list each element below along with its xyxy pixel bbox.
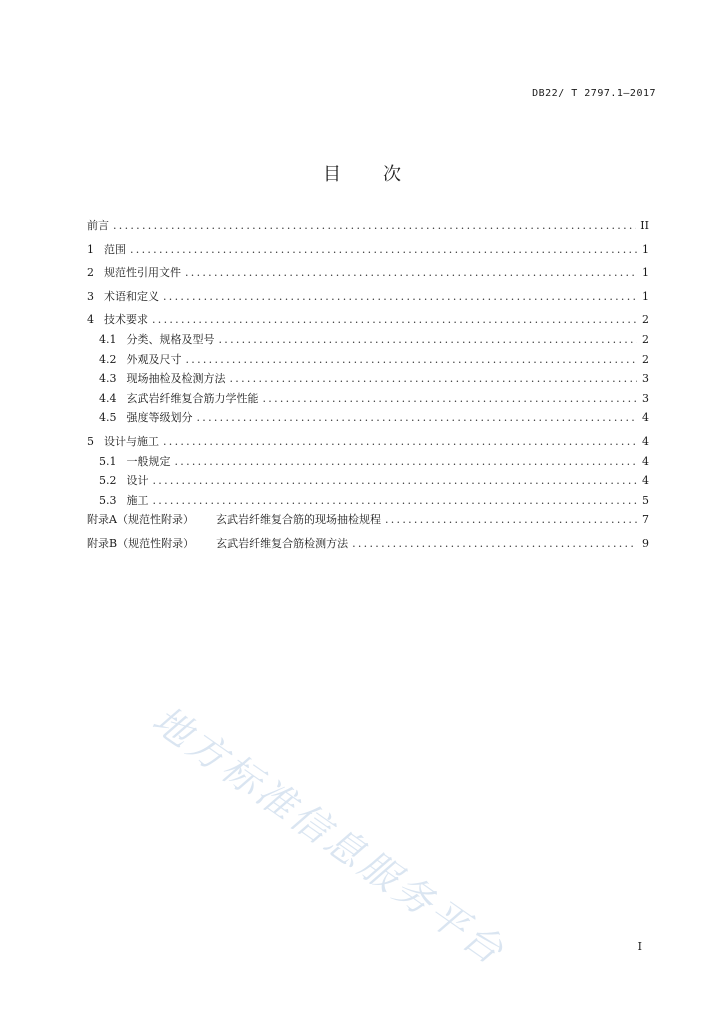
toc-page: 4: [642, 434, 649, 448]
toc-entry-4-3[interactable]: [87, 370, 649, 390]
doc-code: DB22/ T 2797.1—2017: [532, 88, 656, 99]
toc-entry-1[interactable]: [87, 241, 649, 261]
toc-entry-2[interactable]: [87, 264, 649, 284]
toc-label: 玄武岩纤维复合筋力学性能: [126, 391, 259, 405]
toc-leader: [197, 411, 638, 424]
toc-entry-4-4[interactable]: [87, 390, 649, 410]
toc-label: 技术要求: [104, 313, 148, 327]
toc-label: 前言: [87, 219, 109, 232]
toc-page: 2: [642, 352, 649, 366]
page-number: I: [637, 940, 642, 953]
toc-label: 设计与施工: [104, 434, 159, 448]
toc-leader: [113, 219, 636, 232]
toc-label: 规范性引用文件: [104, 266, 181, 280]
toc-entry-3[interactable]: [87, 288, 649, 308]
toc-leader: [163, 290, 637, 303]
toc-label: 外观及尺寸: [126, 352, 182, 366]
toc-page: 2: [642, 313, 649, 327]
toc-entry-4[interactable]: [87, 311, 649, 331]
toc-label: 玄武岩纤维复合筋检测方法: [216, 536, 349, 550]
toc-number: 1: [87, 242, 94, 256]
toc-appendix-number: 附录A（规范性附录）: [87, 513, 194, 527]
toc-entry-5-3[interactable]: [87, 492, 649, 512]
toc-entry-appendix-a[interactable]: [87, 511, 649, 531]
toc-label: 分类、规格及型号: [126, 332, 215, 346]
toc-entry-5-1[interactable]: [87, 453, 649, 473]
toc-number: 4: [87, 313, 94, 327]
toc-number: 3: [87, 289, 94, 303]
toc-entry-appendix-b[interactable]: [87, 535, 649, 555]
toc-leader: [186, 353, 638, 366]
toc-entry-4-2[interactable]: [87, 351, 649, 371]
toc-page: II: [640, 219, 649, 232]
toc-page: 9: [642, 536, 649, 550]
toc-number: 4.2: [99, 352, 117, 366]
toc-leader: [152, 313, 637, 326]
toc-leader: [163, 435, 637, 448]
toc-leader: [219, 333, 638, 346]
toc-page: 4: [642, 411, 649, 425]
toc-leader: [153, 474, 638, 487]
toc-label: 施工: [126, 493, 149, 507]
toc-entry-5-2[interactable]: [87, 472, 649, 492]
toc-leader: [385, 513, 637, 526]
toc-label: 玄武岩纤维复合筋的现场抽检规程: [215, 513, 381, 527]
toc-entry-foreword[interactable]: [87, 217, 649, 237]
toc-page: 1: [642, 242, 649, 256]
toc-label: 一般规定: [126, 454, 171, 468]
toc-label: 现场抽检及检测方法: [126, 372, 226, 386]
toc-page: 4: [642, 474, 649, 488]
toc-number: 5.1: [99, 454, 117, 468]
toc-number: 5.3: [99, 493, 117, 507]
toc-leader: [175, 455, 638, 468]
toc-number: 4.3: [99, 372, 117, 386]
toc-number: 5.2: [99, 474, 117, 488]
toc-number: 2: [87, 266, 94, 280]
toc-page: 2: [642, 332, 649, 346]
toc-leader: [185, 266, 637, 279]
toc-leader: [130, 243, 637, 256]
watermark: 地方标准信息服务平台: [144, 697, 514, 975]
toc-appendix-number: 附录B（规范性附录）: [87, 536, 195, 550]
toc-leader: [230, 372, 638, 385]
toc-label: 设计: [126, 474, 149, 488]
toc-page: 3: [642, 391, 649, 405]
toc-leader: [263, 392, 638, 405]
toc-number: 4.5: [99, 411, 117, 425]
toc-page: 4: [642, 454, 649, 468]
toc-label: 强度等级划分: [126, 411, 193, 425]
toc-number: 5: [87, 434, 94, 448]
toc-entry-5[interactable]: [87, 433, 649, 453]
toc-leader: [352, 537, 637, 550]
toc-number: 4.1: [99, 332, 117, 346]
toc-entry-4-5[interactable]: [87, 409, 649, 429]
toc-page: 1: [642, 289, 649, 303]
page-title: 目次: [323, 164, 443, 185]
toc-number: 4.4: [99, 391, 117, 405]
toc-label: 范围: [104, 242, 126, 256]
toc-page: 7: [642, 513, 649, 527]
toc-page: 1: [642, 266, 649, 280]
toc-leader: [153, 494, 638, 507]
toc-page: 5: [642, 493, 649, 507]
table-of-contents: [87, 217, 649, 555]
toc-label: 术语和定义: [104, 289, 159, 303]
toc-entry-4-1[interactable]: [87, 331, 649, 351]
toc-page: 3: [642, 372, 649, 386]
